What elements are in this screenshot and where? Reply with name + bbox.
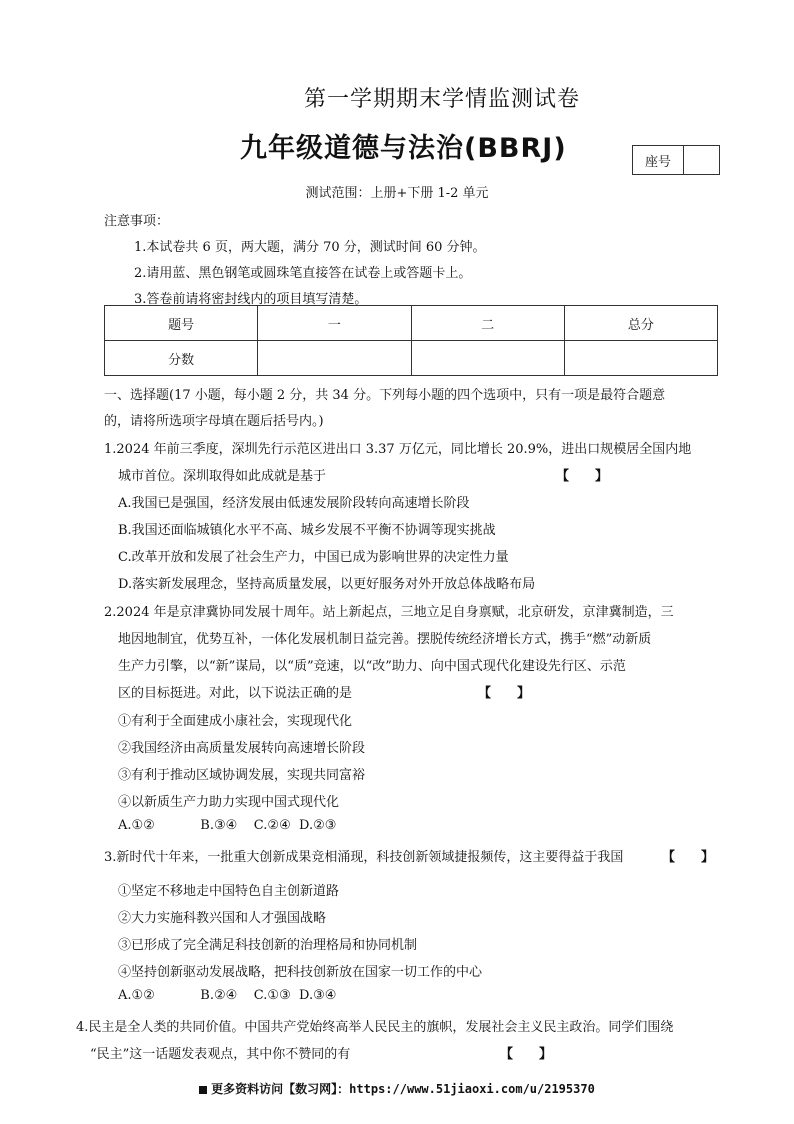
exam-subtitle: 第一学期期末学情监测试卷 (304, 87, 581, 112)
option-b: B.我国还面临城镇化水平不高、城乡发展不平衡不协调等现实挑战 (118, 523, 496, 538)
seat-number-field[interactable] (684, 146, 719, 174)
test-range: 测试范围：上册+下册 1-2 单元 (305, 186, 489, 201)
option-c: C.改革开放和发展了社会生产力，中国已成为影响世界的决定性力量 (118, 550, 509, 565)
score-cell[interactable] (411, 341, 564, 376)
question-stem: 地因地制宜，优势互补，一体化发展机制日益完善。摆脱传统经济增长方式，携手“燃”动新质 (118, 632, 652, 647)
statement: ①有利于全面建成小康社会，实现现代化 (118, 714, 353, 729)
seat-number-label: 座号 (633, 146, 684, 174)
answer-bracket[interactable]: 【 】 (500, 1047, 553, 1062)
score-cell[interactable] (258, 341, 411, 376)
footer-text: 更多资料访问【数习网】：https://www.51jiaoxi.com/u/2195370 (211, 1082, 595, 1096)
footer-link[interactable] (0, 1080, 794, 1097)
score-table (104, 305, 718, 376)
answer-bracket[interactable]: 【 】 (662, 850, 715, 865)
options-line: A.①② B.③④ C.②④ D.②③ (118, 818, 337, 833)
statement: ②我国经济由高质量发展转向高速增长阶段 (118, 741, 366, 756)
exam-title: 九年级道德与法治(BBRJ) (240, 133, 567, 164)
notice-item: 1.本试卷共 6 页，两大题，满分 70 分，测试时间 60 分钟。 (134, 240, 486, 255)
statement: ②大力实施科教兴国和人才强国战略 (118, 911, 327, 926)
score-cell[interactable] (564, 341, 717, 376)
table-cell: 二 (411, 306, 564, 341)
table-row (105, 306, 718, 341)
statement: ③已形成了完全满足科技创新的治理格局和协同机制 (118, 938, 418, 953)
question-stem: 2.2024 年是京津冀协同发展十周年。站上新起点，三地立足自身禀赋，北京研发，京津冀制造，三 (104, 605, 674, 620)
notice-item: 3.答卷前请将密封线内的项目填写清楚。 (134, 292, 368, 307)
answer-bracket[interactable]: 【 】 (478, 686, 531, 701)
statement: ①坚定不移地走中国特色自主创新道路 (118, 884, 340, 899)
answer-bracket[interactable]: 【 】 (556, 469, 609, 484)
statement: ④坚持创新驱动发展战略，把科技创新放在国家一切工作的中心 (118, 965, 483, 980)
statement: ③有利于推动区域协调发展，实现共同富裕 (118, 768, 366, 783)
seat-number-box (632, 145, 720, 175)
option-a: A.我国已是强国，经济发展由低速发展阶段转向高速增长阶段 (118, 496, 470, 511)
flag-icon (199, 1086, 207, 1094)
question-stem: 城市首位。深圳取得如此成就是基于 (118, 469, 327, 484)
table-cell: 一 (258, 306, 411, 341)
notice-heading: 注意事项： (104, 214, 170, 229)
section-heading-cont: 的，请将所选项字母填在题后括号内。) (104, 414, 324, 429)
question-stem: 1.2024 年前三季度，深圳先行示范区进出口 3.37 万亿元，同比增长 20.9%，进出口规模居全国内地 (104, 442, 692, 457)
options-line: A.①② B.②④ C.①③ D.③④ (118, 988, 337, 1003)
question-stem: “民主”这一话题发表观点，其中你不赞同的有 (90, 1047, 351, 1062)
option-d: D.落实新发展理念，坚持高质量发展，以更好服务对外开放总体战略布局 (118, 577, 536, 592)
table-cell: 题号 (105, 306, 258, 341)
notice-item: 2.请用蓝、黑色钢笔或圆珠笔直接答在试卷上或答题卡上。 (134, 266, 472, 281)
question-stem: 4.民主是全人类的共同价值。中国共产党始终高举人民民主的旗帜，发展社会主义民主政治。同学们围绕 (76, 1020, 674, 1035)
question-stem: 生产力引擎，以“新”谋局，以“质”竞速，以“改”助力、向中国式现代化建设先行区、示范 (118, 659, 626, 674)
table-row (105, 341, 718, 376)
statement: ④以新质生产力助力实现中国式现代化 (118, 795, 340, 810)
table-cell: 总分 (564, 306, 717, 341)
section-heading: 一、选择题(17 小题，每小题 2 分，共 34 分。下列每小题的四个选项中，只有一项是最符合题意 (104, 388, 666, 403)
table-cell: 分数 (105, 341, 258, 376)
question-stem: 3.新时代十年来，一批重大创新成果竞相涌现，科技创新领域捷报频传，这主要得益于我国 (104, 850, 624, 865)
question-stem: 区的目标挺进。对此，以下说法正确的是 (118, 686, 353, 701)
